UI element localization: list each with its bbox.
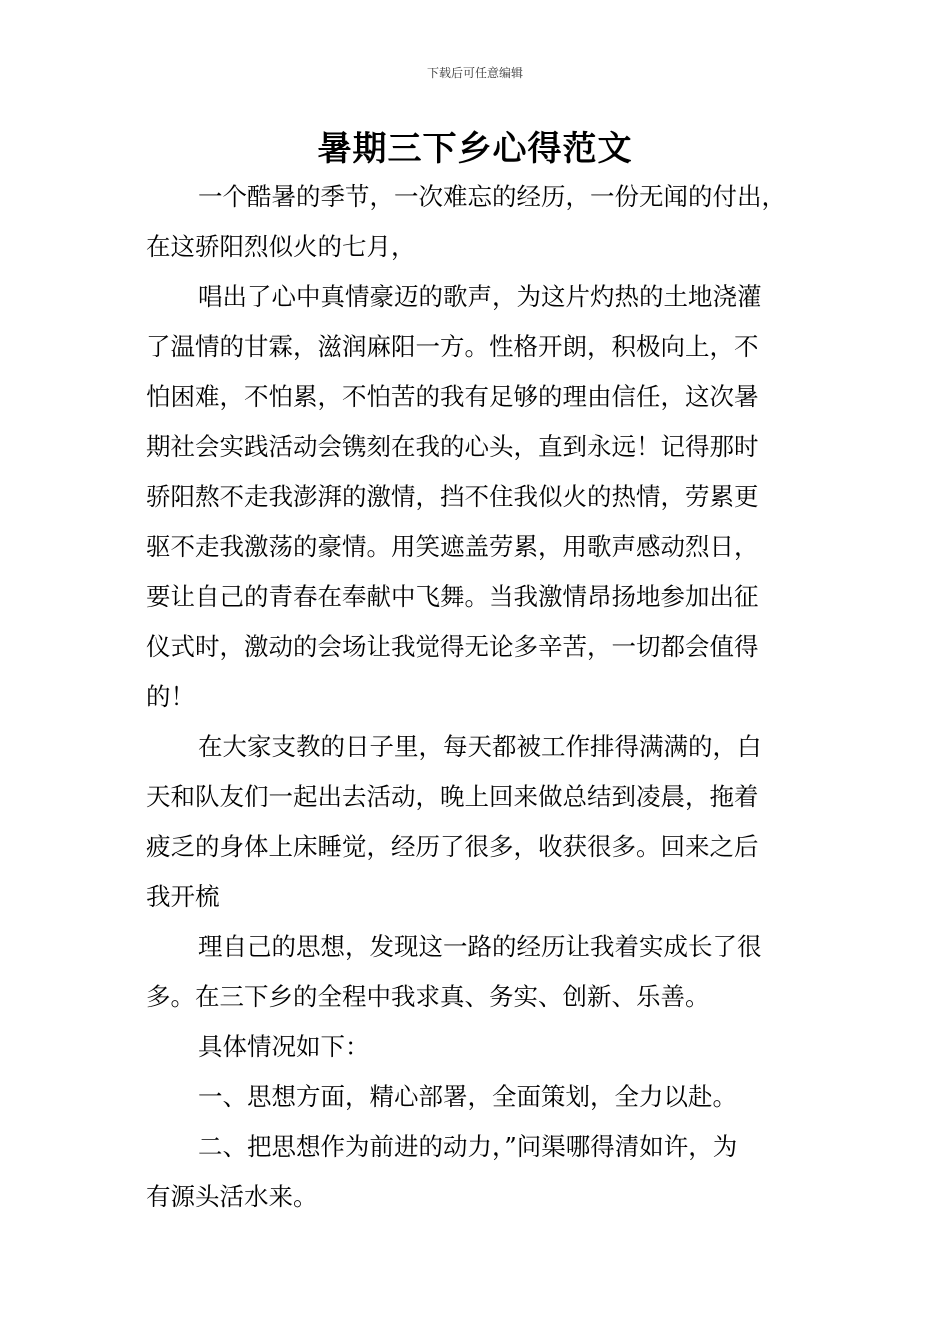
paragraph-line: 要让自己的青春在奉献中飞舞。当我激情昂扬地参加出征: [146, 582, 759, 611]
paragraph-line: 骄阳熬不走我澎湃的激情，挡不住我似火的热情，劳累更: [146, 482, 759, 511]
document-title: 暑期三下乡心得范文: [317, 129, 633, 169]
paragraph-line: 疲乏的身体上床睡觉，经历了很多，收获很多。回来之后: [146, 832, 759, 861]
paragraph-line: 一个酷暑的季节，一次难忘的经历，一份无闻的付出，: [198, 182, 786, 211]
paragraph-line: 怕困难，不怕累，不怕苦的我有足够的理由信任，这次暑: [146, 382, 759, 411]
paragraph-line: 的！: [146, 682, 195, 711]
document-body: [146, 172, 810, 1222]
paragraph-line: 天和队友们一起出去活动，晚上回来做总结到凌晨，拖着: [146, 782, 759, 811]
paragraph-line: 了温情的甘霖，滋润麻阳一方。性格开朗，积极向上，不: [146, 332, 759, 361]
paragraph-line: 二、把思想作为前进的动力，”问渠哪得清如许，为: [198, 1132, 738, 1161]
paragraph-line: 具体情况如下：: [198, 1032, 370, 1061]
paragraph-line: 期社会实践活动会镌刻在我的心头，直到永远！记得那时: [146, 432, 759, 461]
paragraph-line: 多。在三下乡的全程中我求真、务实、创新、乐善。: [146, 982, 710, 1011]
paragraph-line: 在这骄阳烈似火的七月，: [146, 232, 416, 261]
paragraph-line: 一、思想方面，精心部署，全面策划，全力以赴。: [198, 1082, 737, 1111]
paragraph-line: 理自己的思想，发现这一路的经历让我着实成长了很: [198, 932, 762, 961]
paragraph-line: 仪式时，激动的会场让我觉得无论多辛苦，一切都会值得: [146, 632, 759, 661]
paragraph-line: 有源头活水来。: [146, 1182, 318, 1211]
header-note: 下载后可任意编辑: [426, 66, 523, 80]
paragraph-line: 在大家支教的日子里，每天都被工作排得满满的，白: [198, 732, 762, 761]
paragraph-line: 唱出了心中真情豪迈的歌声，为这片灼热的土地浇灌: [198, 282, 762, 311]
paragraph-line: 我开梳: [146, 882, 220, 911]
paragraph-line: 驱不走我激荡的豪情。用笑遮盖劳累，用歌声感动烈日，: [146, 532, 759, 561]
